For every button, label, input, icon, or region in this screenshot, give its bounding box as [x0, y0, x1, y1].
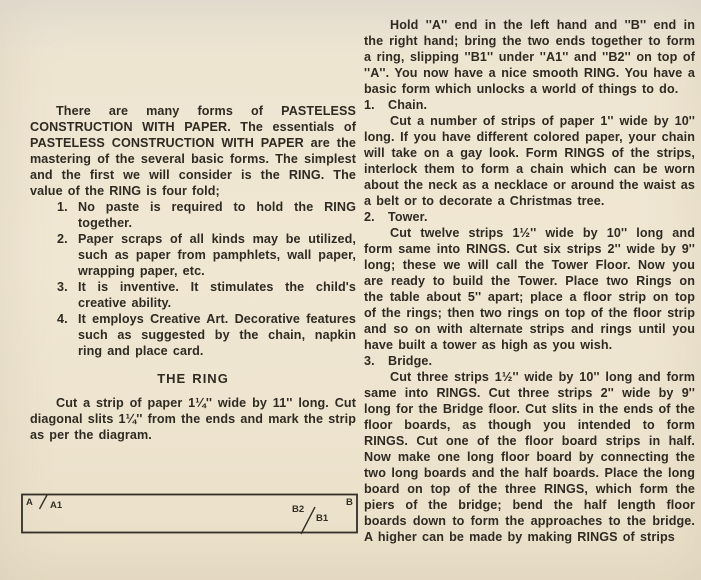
list-item	[57, 311, 356, 359]
list-item-text: No paste is required to hold the RING together.	[78, 200, 356, 230]
strip-rectangle	[22, 495, 357, 533]
strip-diagram-svg	[20, 490, 361, 538]
list-item-text: Paper scraps of all kinds may be utilized, such as paper from pamphlets, wall paper, wrapping paper, etc.	[78, 232, 356, 278]
section-heading-the-ring: THE RING	[157, 371, 229, 386]
section-title-tower	[364, 209, 695, 225]
list-item	[57, 199, 356, 231]
label-b1: B1	[316, 513, 329, 524]
list-item-number: 4.	[57, 312, 68, 326]
intro-paragraph: There are many forms of PASTELESS CONSTRUCTION WITH PAPER. The essentials of PASTELESS CONSTRUCTION WITH PAPER are the mastering of the several basic forms. The simplest and the first we will consider is the RING. The value of the RING is four fold;	[30, 104, 356, 198]
section-number: 3.	[364, 354, 375, 368]
section-number: 2.	[364, 210, 375, 224]
right-column	[364, 17, 695, 545]
bridge-paragraph: Cut three strips 1½'' wide by 10'' long and form same into RINGS. Cut three strips 2'' wide by 9'' long for the Bridge floor. Cut slits in the ends of the floor boards, as though you intended to form RINGS. Cut one of the floor board strips in half. Now make one long floor board by connecting the two long boards and the half boards. Place the long board on top of the three RINGS, which form the piers of the bridge; bend the half length floor boards down to form the approaches to the bridge. A higher can be made by making RINGS of strips	[364, 370, 695, 544]
hold-ends-paragraph: Hold ''A'' end in the left hand and ''B'' end in the right hand; bring the two ends together to form a ring, slipping ''B1'' under ''A1'' and ''B2'' on top of ''A''. You now have a nice smooth RING. You have a basic form which unlocks a world of things to do.	[364, 18, 695, 96]
list-item-number: 2.	[57, 232, 68, 246]
section-name: Chain.	[388, 98, 428, 112]
chain-paragraph: Cut a number of strips of paper 1'' wide by 10'' long. If you have different colored paper, your chain will take on a gay look. Form RINGS of the strips, interlock them to form a chain which can be worn about the neck as a necklace or around the waist as a belt or to decorate a Christmas tree.	[364, 114, 695, 208]
list-item-text: It is inventive. It stimulates the child's creative ability.	[78, 280, 356, 310]
paper-strip-diagram	[20, 490, 361, 538]
ring-value-list	[57, 199, 356, 359]
label-a1: A1	[50, 500, 63, 511]
list-item-text: It employs Creative Art. Decorative features such as suggested by the chain, napkin ring and place card.	[78, 312, 356, 358]
label-b2: B2	[292, 504, 305, 515]
list-item	[57, 279, 356, 311]
list-item	[57, 231, 356, 279]
section-number: 1.	[364, 98, 375, 112]
section-title-chain	[364, 97, 695, 113]
section-name: Bridge.	[388, 354, 433, 368]
section-name: Tower.	[388, 210, 428, 224]
tower-paragraph: Cut twelve strips 1½'' wide by 10'' long and form same into RINGS. Cut six strips 2'' wide by 9'' long; these we will call the Tower Floor. Now you are ready to build the Tower. Place two Rings on the table about 5'' apart; place a floor strip on top of the rings; then two rings on top of the floor strip and so on with alternate strips and rings until you have built a tower as high as you wish.	[364, 226, 695, 352]
left-column	[30, 103, 356, 443]
label-b: B	[346, 497, 353, 508]
list-item-number: 1.	[57, 200, 68, 214]
section-title-bridge	[364, 353, 695, 369]
ring-instructions-paragraph: Cut a strip of paper 1¼'' wide by 11'' long. Cut diagonal slits 1¼'' from the ends and mark the strip as per the diagram.	[30, 396, 356, 442]
list-item-number: 3.	[57, 280, 68, 294]
slit-a-line	[40, 495, 48, 509]
label-a: A	[26, 497, 33, 508]
